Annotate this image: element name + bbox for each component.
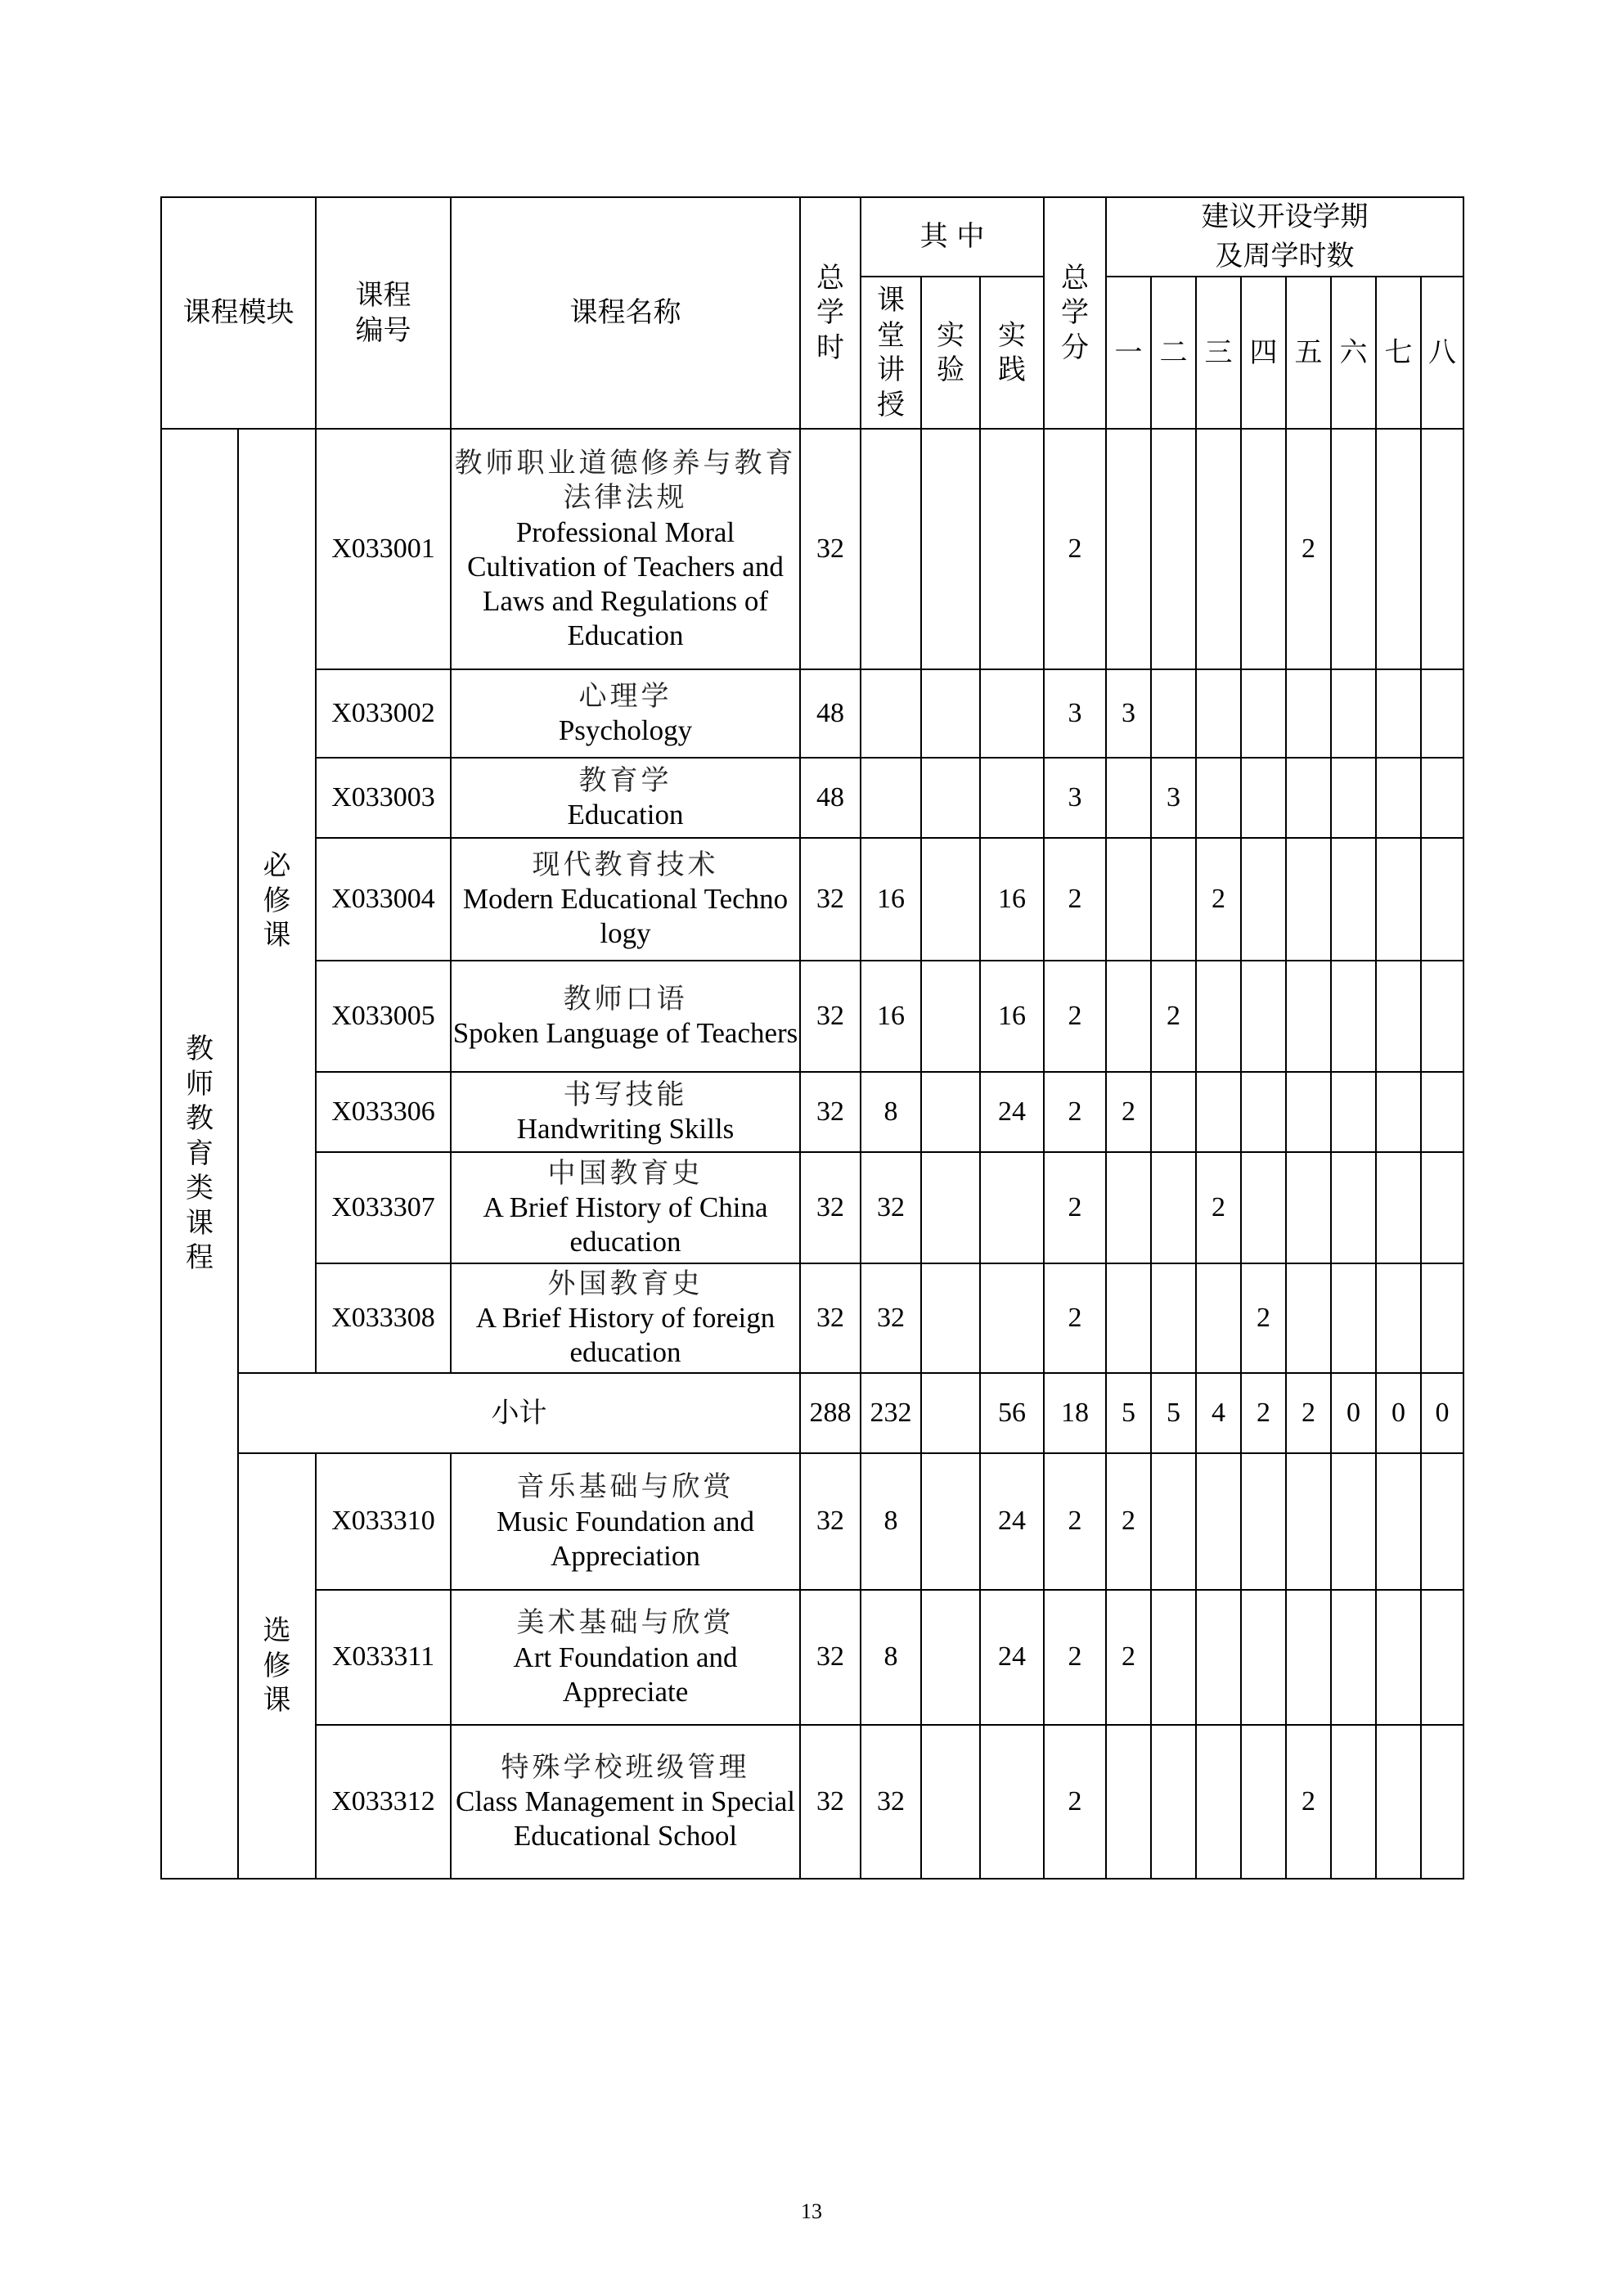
total-hours: 32 [800, 838, 861, 961]
subtotal-semester: 0 [1376, 1373, 1421, 1453]
subtotal-semester: 5 [1151, 1373, 1196, 1453]
semester-hours [1421, 669, 1463, 758]
semester-hours [1376, 1152, 1421, 1263]
subtotal-practice: 56 [980, 1373, 1044, 1453]
course-name [451, 1725, 800, 1879]
semester-hours [1241, 1453, 1286, 1590]
lecture-hours: 16 [861, 838, 921, 961]
semester-hours [1106, 429, 1151, 669]
semester-hours [1241, 838, 1286, 961]
course-name-zh: 教师职业道德修养与教育法律法规 [454, 446, 797, 515]
header-semester: 八 [1421, 277, 1463, 429]
course-code: X033002 [316, 669, 451, 758]
credits: 2 [1044, 429, 1106, 669]
experiment-hours [921, 1453, 980, 1590]
course-name-zh: 特殊学校班级管理 [501, 1750, 750, 1784]
course-name-zh: 教师口语 [563, 982, 688, 1015]
semester-hours [1196, 961, 1241, 1072]
course-name [451, 429, 800, 669]
lecture-hours: 8 [861, 1453, 921, 1590]
module-cell-label: 教师教育类课程 [186, 1033, 214, 1275]
course-code: X033306 [316, 1072, 451, 1152]
course-name [451, 669, 800, 758]
course-code: X033308 [316, 1263, 451, 1373]
semester-hours [1241, 429, 1286, 669]
subtotal-lecture: 232 [861, 1373, 921, 1453]
course-name-zh: 教育学 [578, 763, 672, 797]
experiment-hours [921, 1590, 980, 1725]
semester-hours [1376, 1263, 1421, 1373]
experiment-hours [921, 838, 980, 961]
practice-hours [980, 669, 1044, 758]
semester-hours [1286, 1263, 1331, 1373]
lecture-hours: 32 [861, 1152, 921, 1263]
semester-hours [1151, 1590, 1196, 1725]
course-name-en: Handwriting Skills [516, 1113, 735, 1146]
semester-hours [1421, 838, 1463, 961]
subtotal-semester: 5 [1106, 1373, 1151, 1453]
semester-hours [1286, 1590, 1331, 1725]
semester-hours [1421, 1725, 1463, 1879]
semester-hours [1241, 758, 1286, 838]
required-group-cell [238, 429, 316, 1373]
credits: 3 [1044, 669, 1106, 758]
credits: 2 [1044, 1072, 1106, 1152]
lecture-hours: 8 [861, 1590, 921, 1725]
total-hours: 32 [800, 1152, 861, 1263]
table-row [161, 1590, 1463, 1725]
header-semester: 六 [1331, 277, 1376, 429]
course-table-body [161, 429, 1463, 1879]
experiment-hours [921, 1725, 980, 1879]
semester-hours [1286, 961, 1331, 1072]
total-hours: 32 [800, 961, 861, 1072]
credits: 2 [1044, 1152, 1106, 1263]
course-name-en: Spoken Language of Teachers [452, 1017, 798, 1050]
course-name-zh: 现代教育技术 [532, 848, 719, 881]
course-code: X033310 [316, 1453, 451, 1590]
header-semester: 五 [1286, 277, 1331, 429]
course-code: X033307 [316, 1152, 451, 1263]
semester-hours: 2 [1286, 1725, 1331, 1879]
semester-hours [1286, 1072, 1331, 1152]
total-hours: 32 [800, 1725, 861, 1879]
course-name-en: Modern Educational Techno logy [462, 883, 789, 950]
semester-hours [1331, 961, 1376, 1072]
practice-hours [980, 1263, 1044, 1373]
header-practice: 实践 [980, 277, 1044, 429]
course-name-zh: 心理学 [578, 679, 672, 713]
course-name [451, 961, 800, 1072]
semester-hours [1196, 669, 1241, 758]
module-cell [161, 429, 238, 1879]
table-row [161, 838, 1463, 961]
semester-hours [1421, 961, 1463, 1072]
practice-hours [980, 1152, 1044, 1263]
subtotal-credits: 18 [1044, 1373, 1106, 1453]
semester-hours [1241, 1590, 1286, 1725]
header-name: 课程名称 [451, 197, 800, 429]
header-semester: 三 [1196, 277, 1241, 429]
practice-hours [980, 429, 1044, 669]
semester-hours [1196, 758, 1241, 838]
header-semester: 一 [1106, 277, 1151, 429]
practice-hours [980, 1725, 1044, 1879]
semester-hours [1151, 429, 1196, 669]
credits: 2 [1044, 1725, 1106, 1879]
semester-hours [1151, 838, 1196, 961]
semester-hours [1196, 429, 1241, 669]
credits: 2 [1044, 838, 1106, 961]
semester-hours [1286, 838, 1331, 961]
experiment-hours [921, 1152, 980, 1263]
semester-hours [1196, 1263, 1241, 1373]
semester-hours [1421, 1453, 1463, 1590]
semester-hours [1106, 838, 1151, 961]
semester-hours: 2 [1151, 961, 1196, 1072]
semester-hours [1286, 1453, 1331, 1590]
course-code: X033311 [316, 1590, 451, 1725]
header-code: 课程 编号 [316, 197, 451, 429]
total-hours: 32 [800, 1590, 861, 1725]
course-name-en: Music Foundation and Appreciation [497, 1505, 754, 1572]
semester-hours [1376, 429, 1421, 669]
course-name [451, 1453, 800, 1590]
lecture-hours: 16 [861, 961, 921, 1072]
table-row [161, 1453, 1463, 1590]
semester-hours [1151, 1263, 1196, 1373]
practice-hours [980, 758, 1044, 838]
practice-hours: 24 [980, 1590, 1044, 1725]
table-row [161, 1072, 1463, 1152]
experiment-hours [921, 669, 980, 758]
semester-hours [1331, 429, 1376, 669]
semester-hours [1331, 838, 1376, 961]
semester-hours [1421, 429, 1463, 669]
semester-hours [1331, 1590, 1376, 1725]
table-row [161, 669, 1463, 758]
semester-hours [1106, 1152, 1151, 1263]
course-name-zh: 音乐基础与欣赏 [516, 1470, 735, 1504]
credits: 2 [1044, 961, 1106, 1072]
course-name-en: Psychology [558, 714, 693, 747]
semester-hours [1106, 961, 1151, 1072]
subtotal-semester: 0 [1421, 1373, 1463, 1453]
semester-hours [1331, 1725, 1376, 1879]
course-name-zh: 书写技能 [563, 1078, 688, 1111]
course-name-en: Art Foundation and Appreciate [513, 1641, 738, 1708]
semester-hours [1241, 961, 1286, 1072]
semester-hours [1196, 1072, 1241, 1152]
credits: 2 [1044, 1453, 1106, 1590]
header-schedule: 建议开设学期 及周学时数 [1106, 197, 1463, 277]
header-of-which: 其 中 [861, 197, 1044, 277]
semester-hours [1376, 838, 1421, 961]
semester-hours [1196, 1453, 1241, 1590]
semester-hours [1376, 758, 1421, 838]
semester-hours [1376, 1453, 1421, 1590]
semester-hours [1376, 1725, 1421, 1879]
header-credits: 总学分 [1044, 197, 1106, 429]
elective-group-cell [238, 1453, 316, 1879]
semester-hours: 2 [1241, 1263, 1286, 1373]
lecture-hours [861, 429, 921, 669]
subtotal-total-hours: 288 [800, 1373, 861, 1453]
semester-hours [1331, 669, 1376, 758]
semester-hours [1421, 1263, 1463, 1373]
total-hours: 48 [800, 669, 861, 758]
semester-hours [1331, 1453, 1376, 1590]
practice-hours: 16 [980, 838, 1044, 961]
semester-hours [1331, 1072, 1376, 1152]
lecture-hours: 8 [861, 1072, 921, 1152]
semester-hours [1376, 669, 1421, 758]
semester-hours [1241, 1725, 1286, 1879]
table-row [161, 1725, 1463, 1879]
course-name-en: Education [567, 799, 684, 831]
header-semester: 二 [1151, 277, 1196, 429]
practice-hours: 24 [980, 1453, 1044, 1590]
course-name [451, 1590, 800, 1725]
header-total-hours: 总学时 [800, 197, 861, 429]
course-code: X033001 [316, 429, 451, 669]
course-name [451, 1072, 800, 1152]
course-name-en: A Brief History of foreign education [475, 1302, 776, 1369]
total-hours: 32 [800, 1453, 861, 1590]
table-row [161, 961, 1463, 1072]
course-name [451, 838, 800, 961]
semester-hours [1286, 1152, 1331, 1263]
course-name-zh: 中国教育史 [547, 1156, 704, 1190]
experiment-hours [921, 429, 980, 669]
lecture-hours [861, 669, 921, 758]
credits: 2 [1044, 1263, 1106, 1373]
course-code: X033312 [316, 1725, 451, 1879]
course-name-en: Professional Moral Cultivation of Teachers and Laws and Regulations of Education [467, 515, 784, 651]
semester-hours [1241, 669, 1286, 758]
semester-hours [1421, 1590, 1463, 1725]
semester-hours [1286, 669, 1331, 758]
experiment-hours [921, 1263, 980, 1373]
total-hours: 48 [800, 758, 861, 838]
semester-hours [1286, 758, 1331, 838]
semester-hours: 3 [1106, 669, 1151, 758]
table-row [161, 429, 1463, 669]
course-table [160, 196, 1464, 1880]
semester-hours [1106, 1263, 1151, 1373]
header-semester: 四 [1241, 277, 1286, 429]
table-row [161, 758, 1463, 838]
subtotal-semester: 2 [1241, 1373, 1286, 1453]
course-name-en: Class Management in Special Educational School [455, 1785, 796, 1853]
semester-hours [1331, 1263, 1376, 1373]
semester-hours [1151, 1152, 1196, 1263]
semester-hours: 3 [1151, 758, 1196, 838]
semester-hours [1376, 961, 1421, 1072]
page-number: 13 [801, 2199, 822, 2223]
semester-hours [1106, 758, 1151, 838]
course-code: X033005 [316, 961, 451, 1072]
semester-hours [1421, 758, 1463, 838]
course-name-en: A Brief History of China education [483, 1191, 768, 1258]
header-lecture: 课堂讲授 [861, 277, 921, 429]
course-name-zh: 美术基础与欣赏 [516, 1606, 735, 1640]
course-name [451, 1152, 800, 1263]
practice-hours: 16 [980, 961, 1044, 1072]
semester-hours [1421, 1072, 1463, 1152]
header-experiment: 实验 [921, 277, 980, 429]
semester-hours [1421, 1152, 1463, 1263]
semester-hours: 2 [1286, 429, 1331, 669]
semester-hours [1241, 1152, 1286, 1263]
total-hours: 32 [800, 1263, 861, 1373]
experiment-hours [921, 1072, 980, 1152]
semester-hours: 2 [1196, 1152, 1241, 1263]
semester-hours [1331, 1152, 1376, 1263]
semester-hours: 2 [1106, 1453, 1151, 1590]
header-module: 课程模块 [161, 197, 316, 429]
semester-hours [1241, 1072, 1286, 1152]
lecture-hours: 32 [861, 1263, 921, 1373]
semester-hours [1196, 1725, 1241, 1879]
table-row [161, 1263, 1463, 1373]
lecture-hours [861, 758, 921, 838]
subtotal-semester: 2 [1286, 1373, 1331, 1453]
credits: 3 [1044, 758, 1106, 838]
semester-hours [1376, 1590, 1421, 1725]
course-name [451, 758, 800, 838]
experiment-hours [921, 961, 980, 1072]
semester-hours: 2 [1106, 1072, 1151, 1152]
semester-hours [1151, 1725, 1196, 1879]
elective-group-cell-label: 选修课 [263, 1614, 291, 1717]
subtotal-semester: 4 [1196, 1373, 1241, 1453]
subtotal-semester: 0 [1331, 1373, 1376, 1453]
subtotal-label: 小计 [238, 1373, 800, 1453]
semester-hours: 2 [1106, 1590, 1151, 1725]
subtotal-experiment [921, 1373, 980, 1453]
course-code: X033004 [316, 838, 451, 961]
table-row [161, 1152, 1463, 1263]
semester-hours [1376, 1072, 1421, 1152]
lecture-hours: 32 [861, 1725, 921, 1879]
credits: 2 [1044, 1590, 1106, 1725]
course-name-zh: 外国教育史 [547, 1267, 704, 1300]
semester-hours [1151, 669, 1196, 758]
course-code: X033003 [316, 758, 451, 838]
header-semester: 七 [1376, 277, 1421, 429]
semester-hours [1106, 1725, 1151, 1879]
course-name [451, 1263, 800, 1373]
required-group-cell-label: 必修课 [263, 849, 291, 952]
total-hours: 32 [800, 1072, 861, 1152]
semester-hours [1151, 1072, 1196, 1152]
practice-hours: 24 [980, 1072, 1044, 1152]
semester-hours [1331, 758, 1376, 838]
subtotal-row [161, 1373, 1463, 1453]
semester-hours [1196, 1590, 1241, 1725]
semester-hours: 2 [1196, 838, 1241, 961]
experiment-hours [921, 758, 980, 838]
total-hours: 32 [800, 429, 861, 669]
semester-hours [1151, 1453, 1196, 1590]
